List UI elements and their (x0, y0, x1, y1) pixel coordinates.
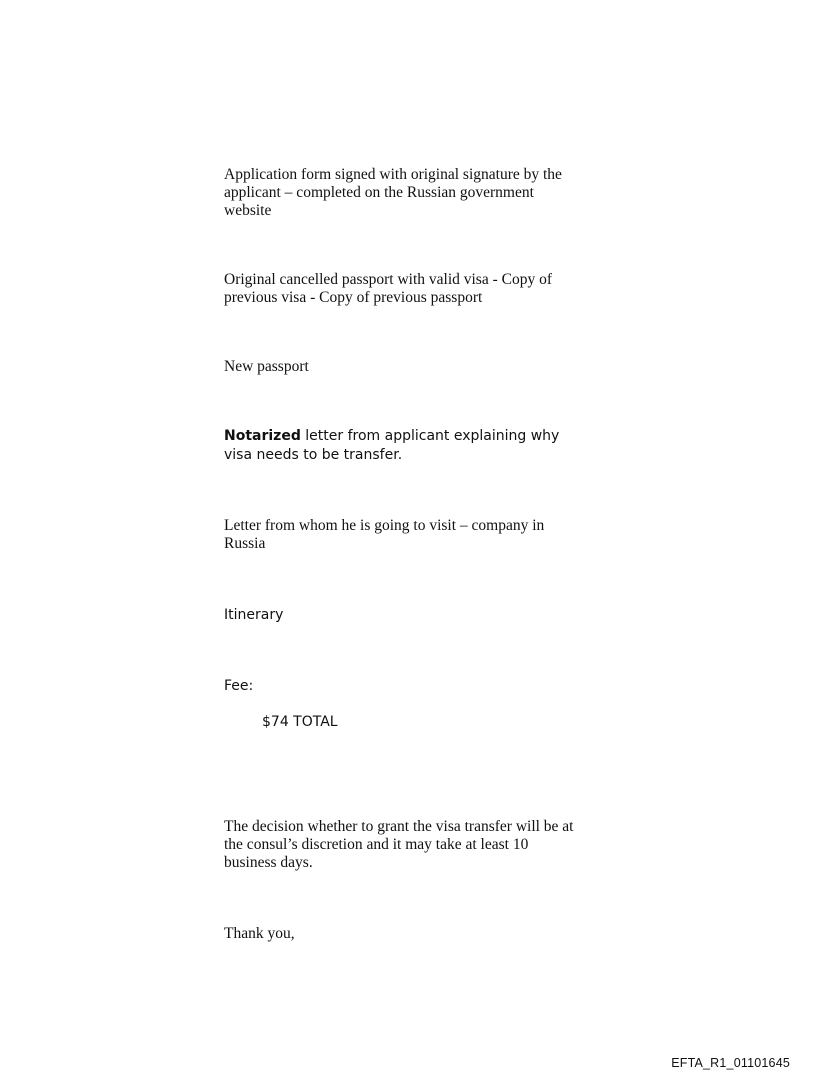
document-id: EFTA_R1_01101645 (671, 1056, 790, 1070)
itinerary-requirement: Itinerary (224, 607, 284, 623)
new-passport-requirement: New passport (224, 358, 309, 375)
notarized-emphasis: Notarized (224, 428, 301, 444)
notarized-letter-requirement (224, 427, 584, 465)
company-letter-requirement: Letter from whom he is going to visit – company in Russia (224, 517, 545, 552)
fee-label: Fee: (224, 678, 254, 694)
fee-total: $74 TOTAL (262, 714, 338, 730)
notarized-letter-text: letter from applicant explaining why visa needs to be transfer. (224, 428, 560, 463)
passport-documents-requirement: Original cancelled passport with valid visa - Copy of previous visa - Copy of previous passport (224, 271, 553, 306)
closing-thanks: Thank you, (224, 925, 295, 942)
application-form-requirement: Application form signed with original signature by the applicant – completed on the Russian government website (224, 166, 562, 219)
decision-notice: The decision whether to grant the visa transfer will be at the consul’s discretion and it may take at least 10 business days. (224, 818, 574, 871)
